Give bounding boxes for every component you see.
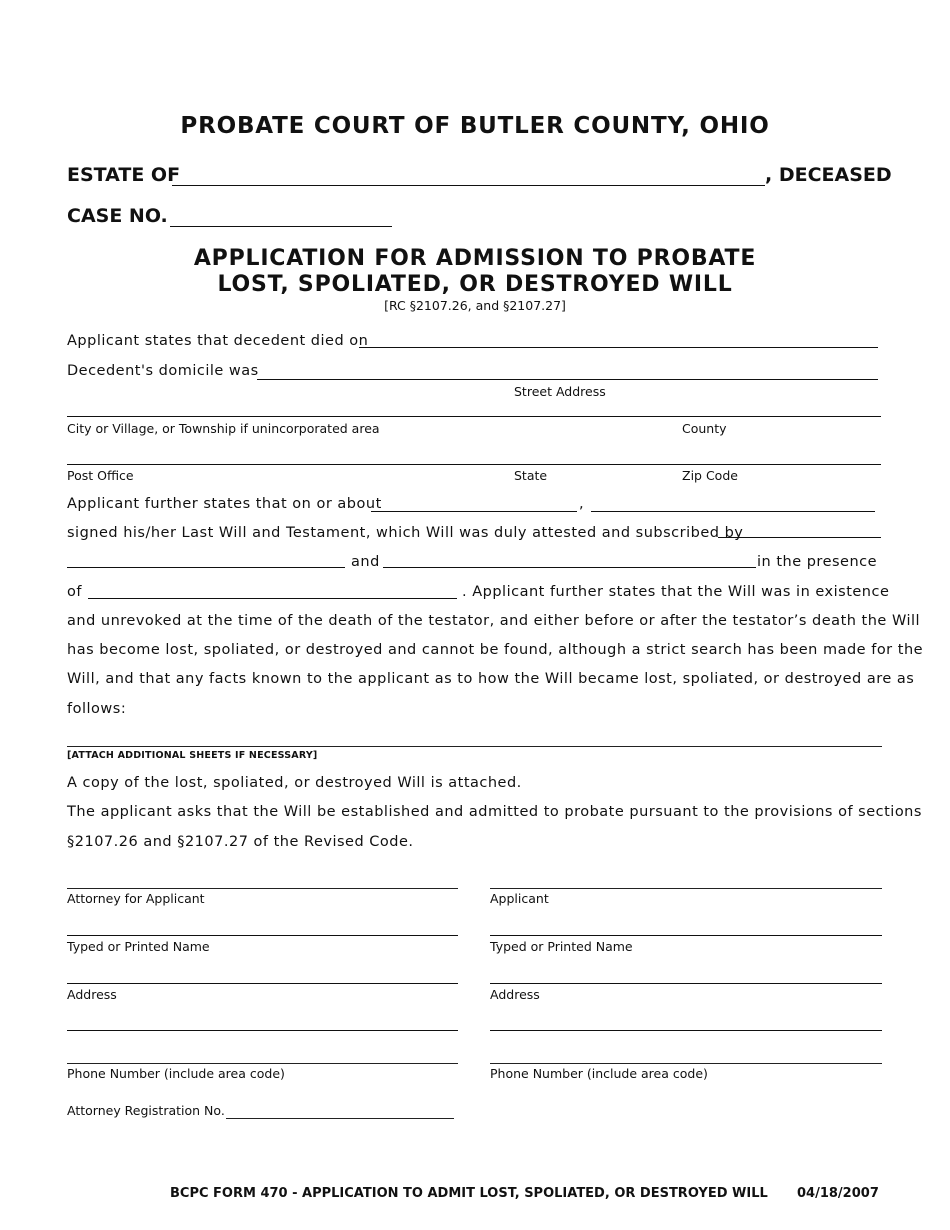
attorney-address-caption: Address [67, 987, 117, 1002]
and-text: and [351, 554, 380, 570]
comma-separator: , [579, 496, 585, 512]
died-on-label: Applicant states that decedent died on [67, 333, 369, 349]
paragraph-line-3: Will, and that any facts known to the applicant as to how the Will became lost, spoliated, or destroyed are as [67, 671, 915, 687]
street-address-caption: Street Address [514, 384, 606, 399]
attorney-registration-field[interactable] [226, 1118, 454, 1119]
signed-text: signed his/her Last Will and Testament, which Will was duly attested and subscribed by [67, 525, 744, 541]
witness-one-field[interactable] [718, 537, 881, 538]
testator-name-field[interactable] [591, 511, 875, 512]
post-office-caption: Post Office [67, 468, 134, 483]
applicant-caption: Applicant [490, 891, 549, 906]
attorney-phone-line[interactable] [67, 1063, 458, 1064]
existence-text: . Applicant further states that the Will was in existence [462, 584, 890, 600]
witness-one-continued-field[interactable] [67, 567, 345, 568]
paragraph-line-4: follows: [67, 701, 127, 717]
attorney-signature-line[interactable] [67, 888, 458, 889]
form-title-line1: APPLICATION FOR ADMISSION TO PROBATE [193, 246, 757, 271]
attorney-phone-caption: Phone Number (include area code) [67, 1066, 285, 1081]
presence-of-field[interactable] [88, 598, 457, 599]
copy-attached-text: A copy of the lost, spoliated, or destroyed Will is attached. [67, 775, 522, 791]
in-presence-text: in the presence [757, 554, 878, 570]
street-address-field[interactable] [257, 379, 878, 380]
attorney-typed-caption: Typed or Printed Name [67, 939, 210, 954]
paragraph-line-2: has become lost, spoliated, or destroyed and cannot be found, although a strict search has been made for the [67, 642, 924, 658]
estate-label: ESTATE OF [67, 164, 181, 186]
applicant-address-line[interactable] [490, 983, 882, 984]
footer-date: 04/18/2007 [797, 1186, 879, 1201]
city-county-field[interactable] [67, 416, 881, 417]
witness-two-field[interactable] [383, 567, 756, 568]
date-of-death-field[interactable] [359, 347, 878, 348]
applicant-address-line-2[interactable] [490, 1030, 882, 1031]
post-office-state-zip-field[interactable] [67, 464, 881, 465]
of-text: of [67, 584, 82, 600]
asks-line-2: §2107.26 and §2107.27 of the Revised Code. [67, 834, 414, 850]
applicant-address-caption: Address [490, 987, 540, 1002]
attorney-caption: Attorney for Applicant [67, 891, 205, 906]
deceased-label: , DECEASED [765, 164, 892, 186]
asks-line-1: The applicant asks that the Will be established and admitted to probate pursuant to the provisions of sections [67, 804, 922, 820]
state-caption: State [514, 468, 548, 483]
court-title: PROBATE COURT OF BUTLER COUNTY, OHIO [180, 113, 770, 139]
further-states-label: Applicant further states that on or about [67, 496, 382, 512]
form-title-line2: LOST, SPOLIATED, OR DESTROYED WILL [217, 272, 733, 297]
domicile-label: Decedent's domicile was [67, 363, 259, 379]
applicant-typed-caption: Typed or Printed Name [490, 939, 633, 954]
case-no-field[interactable] [170, 226, 392, 227]
city-caption: City or Village, or Township if unincorporated area [67, 421, 380, 436]
footer-form-name: BCPC FORM 470 - APPLICATION TO ADMIT LOST, SPOLIATED, OR DESTROYED WILL [170, 1186, 768, 1201]
applicant-phone-line[interactable] [490, 1063, 882, 1064]
case-no-label: CASE NO. [67, 205, 168, 227]
will-date-field[interactable] [371, 511, 577, 512]
paragraph-line-1: and unrevoked at the time of the death of the testator, and either before or after the testator’s death the Will [67, 613, 921, 629]
attorney-typed-name-line[interactable] [67, 935, 458, 936]
statute-citation: [RC §2107.26, and §2107.27] [384, 298, 566, 313]
attach-sheets-note: [ATTACH ADDITIONAL SHEETS IF NECESSARY] [67, 750, 318, 761]
applicant-phone-caption: Phone Number (include area code) [490, 1066, 708, 1081]
facts-field[interactable] [67, 746, 882, 747]
county-caption: County [682, 421, 727, 436]
applicant-signature-line[interactable] [490, 888, 882, 889]
applicant-typed-name-line[interactable] [490, 935, 882, 936]
estate-name-field[interactable] [172, 185, 765, 186]
attorney-registration-label: Attorney Registration No. [67, 1103, 225, 1118]
zip-caption: Zip Code [682, 468, 738, 483]
attorney-address-line-2[interactable] [67, 1030, 458, 1031]
attorney-address-line[interactable] [67, 983, 458, 984]
